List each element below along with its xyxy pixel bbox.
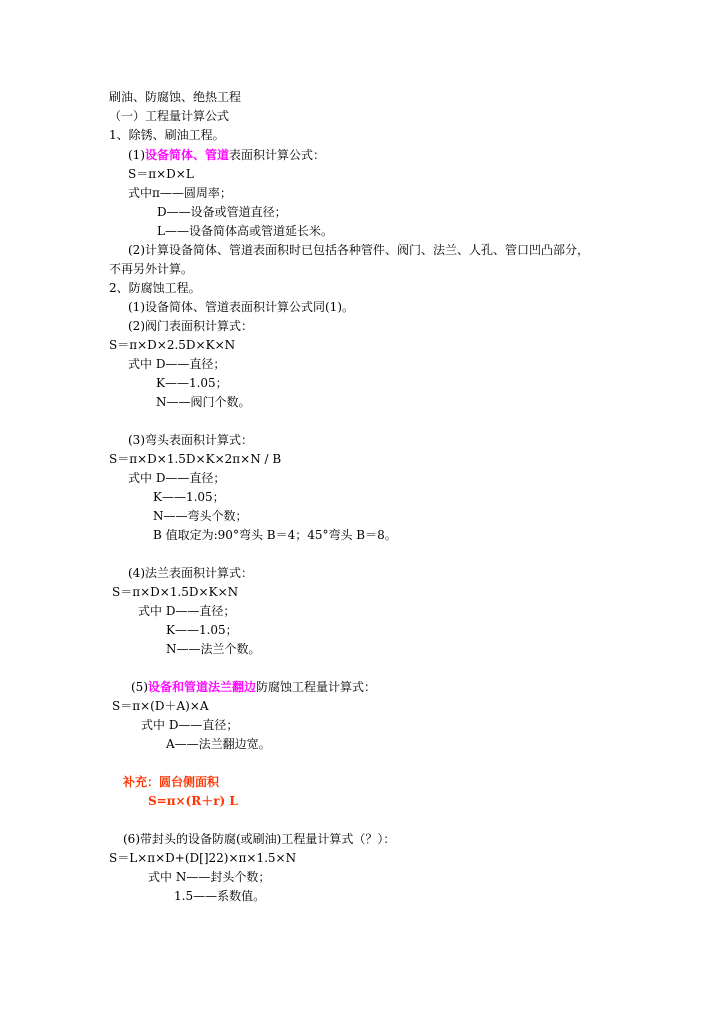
part-2-heading: 2、防腐蚀工程。 <box>109 281 201 295</box>
item-1-1-title <box>128 147 325 163</box>
item-2-2-title: (2)阀门表面积计算式： <box>128 319 253 333</box>
item-2-6-title: (6)带封头的设备防腐(或刷油)工程量计算式（？）： <box>123 832 396 846</box>
item-2-5-highlight: 设备和管道法兰翻边 <box>148 680 257 694</box>
doc-title: 刷油、防腐蚀、绝热工程 <box>109 90 242 104</box>
item-1-2-line-1: (2)计算设备简体、管道表面积时已包括各种管件、阀门、法兰、人孔、管口凹凸部分， <box>128 243 590 257</box>
item-2-5-suffix: 防腐蚀工程量计算式： <box>256 680 377 694</box>
item-1-2-line-2: 不再另外计算。 <box>109 262 194 276</box>
item-2-1: (1)设备简体、管道表面积计算公式同(1)。 <box>128 300 354 314</box>
supplement-title: 补充：圆台侧面积 <box>123 775 220 789</box>
supplement-formula: S=π×(R＋r) L <box>148 794 238 808</box>
where-2-4-N: N——法兰个数。 <box>166 642 261 656</box>
formula-2-5: S＝π×(D＋A)×A <box>112 699 209 713</box>
where-2-6-N: 式中 N——封头个数； <box>148 870 271 884</box>
formula-1-1: S＝π×D×L <box>128 167 194 181</box>
part-1-heading: 1、除锈、刷油工程。 <box>109 128 225 142</box>
where-2-4-K: K——1.05； <box>166 623 238 637</box>
where-2-2-D: 式中 D——直径； <box>128 357 226 371</box>
item-1-1-suffix: 表面积计算公式： <box>229 148 326 162</box>
where-2-3-N: N——弯头个数； <box>153 509 248 523</box>
where-2-3-B: B 值取定为:90°弯头 B＝4；45°弯头 B＝8。 <box>153 528 397 542</box>
formula-2-2: S＝π×D×2.5D×K×N <box>109 338 236 352</box>
where-2-3-K: K——1.05； <box>153 490 225 504</box>
item-2-4-title: (4)法兰表面积计算式： <box>128 566 253 580</box>
section-heading: （一）工程量计算公式 <box>109 109 230 123</box>
item-2-5-prefix: (5) <box>131 680 148 694</box>
where-L: L——设备简体高或管道延长米。 <box>157 224 333 238</box>
item-1-1-highlight: 设备简体、管道 <box>145 148 230 162</box>
where-2-2-N: N——阀门个数。 <box>156 395 251 409</box>
where-2-5-D: 式中 D——直径； <box>141 718 239 732</box>
where-2-3-D: 式中 D——直径； <box>128 471 226 485</box>
formula-2-4: S＝π×D×1.5D×K×N <box>112 585 239 599</box>
where-2-5-A: A——法兰翻边宽。 <box>166 737 271 751</box>
item-1-1-prefix: (1) <box>128 148 145 162</box>
where-D: D——设备或管道直径； <box>157 205 287 219</box>
where-2-2-K: K——1.05； <box>156 376 228 390</box>
item-2-5-title <box>131 679 376 695</box>
where-2-4-D: 式中 D——直径； <box>138 604 236 618</box>
where-pi: 式中π——圆周率； <box>128 186 232 200</box>
formula-2-3: S＝π×D×1.5D×K×2π×N / B <box>109 452 282 466</box>
item-2-3-title: (3)弯头表面积计算式： <box>128 433 253 447</box>
formula-2-6: S＝L×π×D+(D[]22)×π×1.5×N <box>109 851 297 865</box>
where-2-6-coef: 1.5——系数值。 <box>174 889 266 903</box>
